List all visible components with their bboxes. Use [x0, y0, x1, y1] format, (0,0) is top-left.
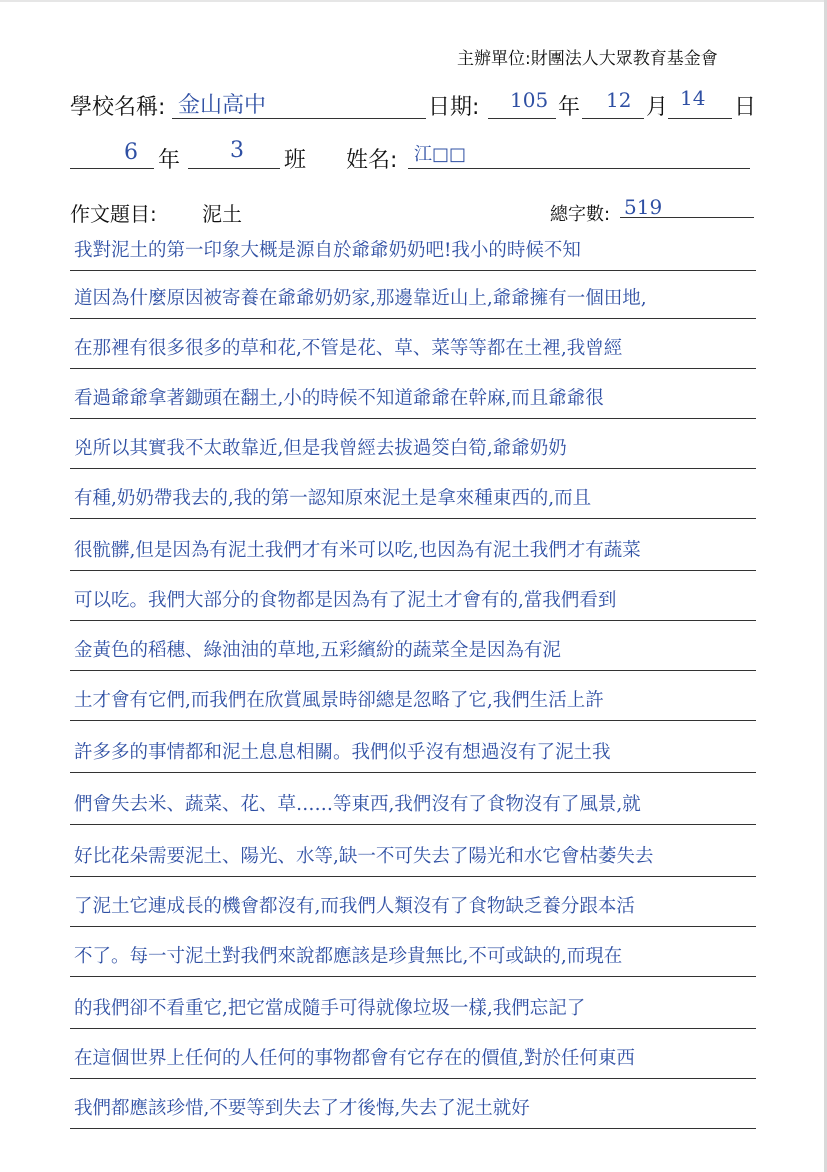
ruled-line: [70, 518, 756, 519]
essay-line: 好比花朵需要泥土、陽光、水等,缺一不可失去了陽光和水它會枯萎失去: [74, 846, 654, 867]
month-label: 月: [646, 95, 669, 120]
date-month-value: 12: [606, 88, 632, 112]
ruled-line: [70, 468, 756, 469]
ruled-line: [70, 418, 756, 419]
wordcount-underline: [620, 217, 754, 218]
ruled-line: [70, 368, 756, 369]
class-underline: [188, 168, 280, 169]
ruled-line: [70, 772, 756, 773]
date-year-value: 105: [510, 88, 549, 112]
ruled-line: [70, 570, 756, 571]
ruled-line: [70, 318, 756, 319]
essay-line: 土才會有它們,而我們在欣賞風景時卻總是忽略了它,我們生活上許: [74, 690, 604, 711]
essay-line: 我們都應該珍惜,不要等到失去了才後悔,失去了泥土就好: [74, 1098, 530, 1119]
essay-line: 的我們卻不看重它,把它當成隨手可得就像垃圾一樣,我們忘記了: [74, 998, 586, 1019]
class-value: 3: [230, 138, 244, 163]
ruled-line: [70, 270, 756, 271]
ruled-line: [70, 620, 756, 621]
ruled-line: [70, 670, 756, 671]
essay-line: 我對泥土的第一印象大概是源自於爺爺奶奶吧!我小的時候不知: [74, 240, 581, 261]
essay-line: 看過爺爺拿著鋤頭在翻土,小的時候不知道爺爺在幹麻,而且爺爺很: [74, 388, 604, 409]
essay-line: 在那裡有很多很多的草和花,不管是花、草、菜等等都在土裡,我曾經: [74, 338, 623, 359]
topic-value: 泥土: [202, 202, 242, 226]
grade-value: 6: [124, 140, 138, 165]
ruled-line: [70, 1028, 756, 1029]
grade-underline: [70, 168, 154, 169]
essay-line: 道因為什麼原因被寄養在爺爺奶奶家,那邊靠近山上,爺爺擁有一個田地,: [74, 288, 647, 309]
ruled-line: [70, 720, 756, 721]
essay-line: 金黃色的稻穗、綠油油的草地,五彩繽紛的蔬菜全是因為有泥: [74, 640, 561, 661]
date-label: 日期:: [428, 95, 480, 120]
name-label: 姓名:: [346, 148, 398, 173]
essay-line: 有種,奶奶帶我去的,我的第一認知原來泥土是拿來種東西的,而且: [74, 488, 592, 509]
organizer-text: 主辦單位:財團法人大眾教育基金會: [457, 49, 718, 69]
essay-line: 兇所以其實我不太敢靠近,但是我曾經去拔過筊白筍,爺爺奶奶: [74, 438, 567, 459]
essay-line: 在這個世界上任何的人任何的事物都會有它存在的價值,對於任何東西: [74, 1048, 635, 1069]
essay-line: 許多多的事情都和泥土息息相關。我們似乎沒有想過沒有了泥土我: [74, 742, 611, 763]
topic-label: 作文題目:: [70, 202, 157, 226]
ruled-line: [70, 1128, 756, 1129]
month-underline: [582, 118, 644, 119]
ruled-line: [70, 976, 756, 977]
grade-label: 年: [158, 148, 181, 173]
school-label: 學校名稱:: [70, 95, 166, 120]
year-label: 年: [558, 95, 581, 120]
name-underline: [408, 168, 750, 169]
ruled-line: [70, 824, 756, 825]
essay-line: 很骯髒,但是因為有泥土我們才有米可以吃,也因為有泥土我們才有蔬菜: [74, 540, 641, 561]
day-label: 日: [734, 95, 757, 120]
ruled-line: [70, 876, 756, 877]
wordcount-label: 總字數:: [550, 204, 611, 225]
wordcount-value: 519: [624, 195, 663, 219]
class-label: 班: [284, 148, 307, 173]
essay-line: 可以吃。我們大部分的食物都是因為有了泥土才會有的,當我們看到: [74, 590, 617, 611]
day-underline: [668, 118, 732, 119]
student-name: 江□□: [414, 144, 467, 165]
year-underline: [488, 118, 556, 119]
essay-line: 了泥土它連成長的機會都沒有,而我們人類沒有了食物缺乏養分跟本活: [74, 896, 635, 917]
school-name: 金山高中: [178, 93, 267, 118]
date-day-value: 14: [680, 86, 706, 110]
scan-top-edge: [0, 0, 827, 2]
essay-line: 不了。每一寸泥土對我們來說都應該是珍貴無比,不可或缺的,而現在: [74, 946, 623, 967]
ruled-line: [70, 1078, 756, 1079]
school-underline: [172, 118, 426, 119]
ruled-line: [70, 926, 756, 927]
essay-line: 們會失去米、蔬菜、花、草……等東西,我們沒有了食物沒有了風景,就: [74, 794, 641, 815]
